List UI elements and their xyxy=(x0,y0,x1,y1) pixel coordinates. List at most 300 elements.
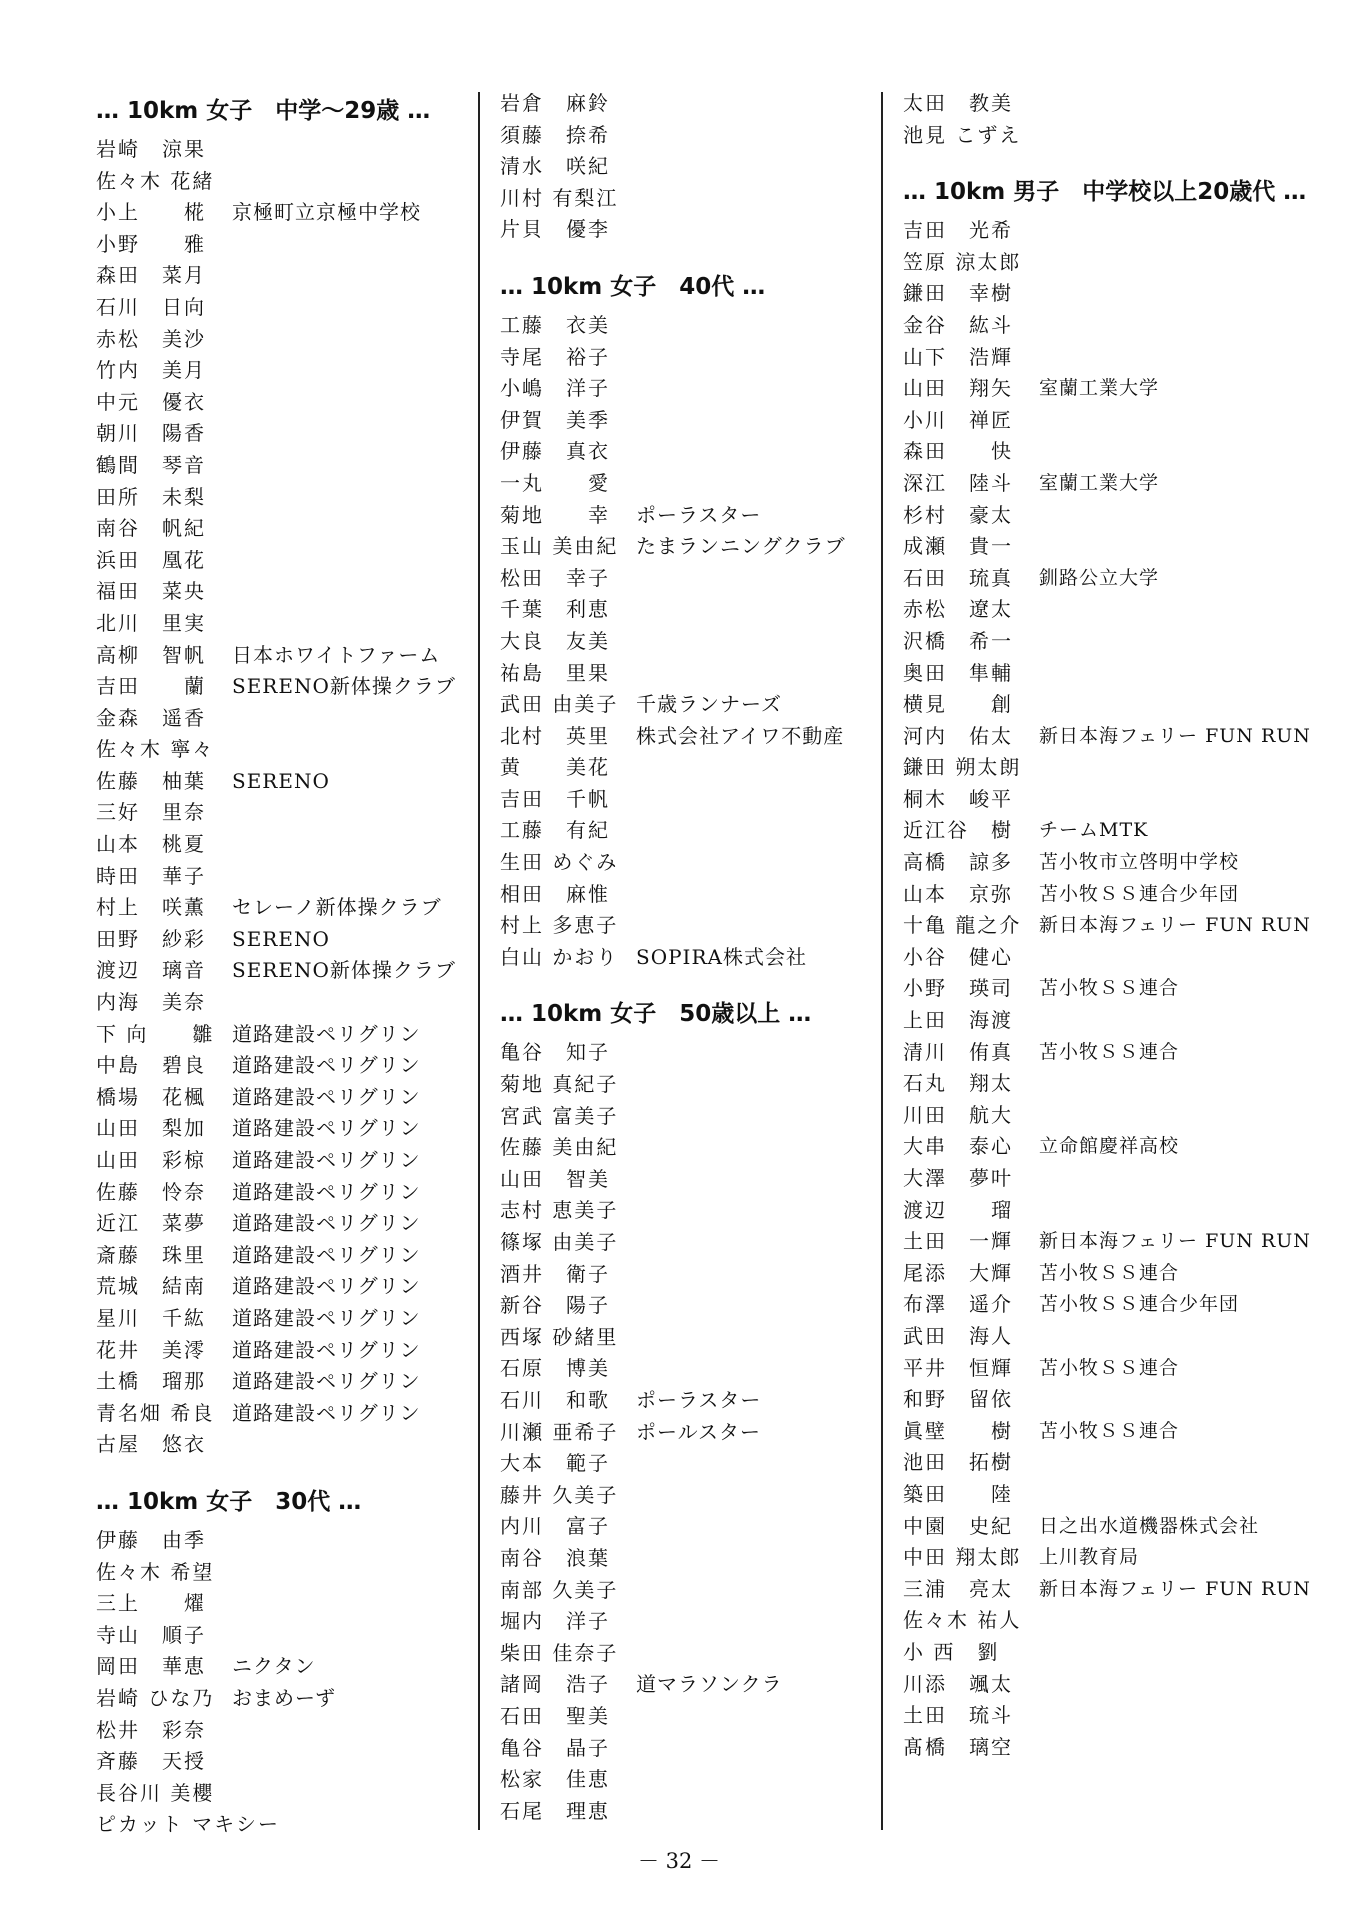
runner-name: 斎藤 珠里 xyxy=(96,1242,206,1267)
result-row xyxy=(96,892,476,924)
result-row xyxy=(903,247,1303,279)
runner-name: 岩倉 麻鈴 xyxy=(500,91,610,115)
runner-name: 中元 優衣 xyxy=(96,389,206,414)
result-row xyxy=(903,1100,1303,1132)
result-row xyxy=(96,355,476,387)
team-name: 道路建設ペリグリン xyxy=(232,1274,421,1299)
runner-name: 金谷 紘斗 xyxy=(903,312,1013,337)
result-row xyxy=(96,924,476,956)
result-row xyxy=(500,1733,880,1765)
result-row xyxy=(903,1511,1303,1543)
result-row xyxy=(903,1289,1303,1321)
team-name: 室蘭工業大学 xyxy=(1039,377,1160,400)
team-name: 株式会社アイワ不動産 xyxy=(636,723,845,748)
runner-name: 川瀬 亜希子 xyxy=(500,1419,619,1444)
result-row xyxy=(96,292,476,324)
section-heading: … 10km 女子 30代 … xyxy=(96,1488,362,1515)
runner-name: 諸岡 浩子 xyxy=(500,1672,610,1697)
result-row xyxy=(903,689,1303,721)
runner-name: 吉田 光希 xyxy=(903,218,1013,243)
runner-name: 深江 陸斗 xyxy=(903,470,1013,495)
runner-name: 寺尾 裕子 xyxy=(500,344,610,369)
runner-name: 奥田 隼輔 xyxy=(903,660,1013,685)
team-name: 釧路公立大学 xyxy=(1039,566,1160,589)
team-name: ポーラスター xyxy=(636,502,762,527)
result-row xyxy=(903,1037,1303,1069)
runner-name: 和野 留依 xyxy=(903,1387,1013,1412)
runner-name: 内川 富子 xyxy=(500,1514,610,1539)
result-row xyxy=(500,1701,880,1733)
result-row xyxy=(96,1746,476,1778)
result-row xyxy=(96,1145,476,1177)
runner-name: 池田 拓樹 xyxy=(903,1450,1013,1475)
runner-name: 下 向 雛 xyxy=(96,1021,215,1046)
result-row xyxy=(96,955,476,987)
result-row xyxy=(903,563,1303,595)
runner-name: 柴田 佳奈子 xyxy=(500,1640,619,1665)
runner-name: 星川 千紘 xyxy=(96,1305,206,1330)
result-row xyxy=(903,88,1303,120)
result-row xyxy=(96,734,476,766)
team-name: 新日本海フェリー FUN RUN xyxy=(1039,1577,1311,1600)
result-row xyxy=(96,608,476,640)
runner-name: 田所 未梨 xyxy=(96,484,206,509)
result-row xyxy=(96,1208,476,1240)
section-heading: … 10km 女子 50歳以上 … xyxy=(500,1001,812,1028)
column-2 xyxy=(500,88,880,1827)
result-row xyxy=(903,1321,1303,1353)
column-divider xyxy=(881,92,883,1830)
runner-name: 山田 梨加 xyxy=(96,1116,206,1141)
runner-name: 鎌田 朔太朗 xyxy=(903,755,1022,780)
result-row xyxy=(96,1335,476,1367)
column-1 xyxy=(96,88,476,1841)
team-name: 道路建設ペリグリン xyxy=(232,1305,421,1330)
team-name: 京極町立京極中学校 xyxy=(232,200,421,225)
runner-name: 佐々木 寧々 xyxy=(96,737,215,762)
team-name: 道路建設ペリグリン xyxy=(232,1148,421,1172)
runner-name: 新谷 陽子 xyxy=(500,1293,610,1318)
runner-name: 伊藤 由季 xyxy=(96,1527,206,1552)
result-row xyxy=(96,1778,476,1810)
team-name: 道路建設ペリグリン xyxy=(232,1053,421,1078)
result-row xyxy=(96,513,476,545)
runner-name: 鎌田 幸樹 xyxy=(903,281,1013,306)
result-row xyxy=(903,1384,1303,1416)
runner-name: 近江谷 樹 xyxy=(903,818,1013,843)
result-row xyxy=(500,1511,880,1543)
runner-name: 太田 教美 xyxy=(903,91,1013,115)
runner-name: 寺山 順子 xyxy=(96,1622,206,1647)
runner-name: 布澤 遥介 xyxy=(903,1292,1013,1317)
runner-name: 南谷 浪葉 xyxy=(500,1545,610,1570)
result-row xyxy=(96,134,476,166)
runner-name: 吉田 蘭 xyxy=(96,674,206,699)
result-row xyxy=(500,784,880,816)
result-row xyxy=(903,721,1311,753)
result-row xyxy=(903,879,1303,911)
runner-name: 篠塚 由美子 xyxy=(500,1230,619,1254)
runner-name: 高橋 諒多 xyxy=(903,850,1013,875)
runner-name: 荒城 結南 xyxy=(96,1274,206,1299)
runner-name: 時田 華子 xyxy=(96,863,206,888)
runner-name: 竹内 美月 xyxy=(96,358,206,383)
result-row xyxy=(96,260,476,292)
result-row xyxy=(500,1132,880,1164)
runner-name: 松田 幸子 xyxy=(500,565,610,590)
runner-name: 成瀬 貴一 xyxy=(903,534,1013,559)
result-row xyxy=(903,1542,1303,1574)
runner-name: 南谷 帆紀 xyxy=(96,516,206,541)
runner-name: 北村 英里 xyxy=(500,723,610,748)
result-row xyxy=(500,626,880,658)
runner-name: 工藤 衣美 xyxy=(500,312,610,337)
runner-name: 築田 陸 xyxy=(903,1481,1013,1506)
runner-name: 千葉 利恵 xyxy=(500,597,610,622)
runner-name: 小野 瑛司 xyxy=(903,976,1013,1001)
team-name: SOPIRA株式会社 xyxy=(636,944,807,969)
runner-name: 浜田 凰花 xyxy=(96,547,206,572)
result-row xyxy=(500,342,880,374)
result-row xyxy=(96,545,476,577)
runner-name: 高柳 智帆 xyxy=(96,642,206,667)
column-3 xyxy=(903,88,1311,1763)
runner-name: 佐藤 怜奈 xyxy=(96,1179,206,1204)
team-name: 苫小牧ＳＳ連合少年団 xyxy=(1039,882,1240,905)
result-row xyxy=(903,1605,1303,1637)
result-row xyxy=(500,531,880,563)
result-row xyxy=(96,1303,476,1335)
result-row xyxy=(500,594,880,626)
team-name: ポーラスター xyxy=(636,1387,762,1412)
runner-name: 中田 翔太郎 xyxy=(903,1545,1022,1570)
runner-name: 石田 琉真 xyxy=(903,565,1013,590)
result-row xyxy=(903,1637,1303,1669)
runner-name: 菊地 真紀子 xyxy=(500,1072,619,1097)
team-name: 室蘭工業大学 xyxy=(1039,471,1160,494)
result-row xyxy=(903,784,1303,816)
result-row xyxy=(903,468,1303,500)
result-row xyxy=(903,1700,1303,1732)
team-name: 道路建設ペリグリン xyxy=(232,1242,421,1267)
result-row xyxy=(96,1525,476,1557)
runner-name: 藤井 久美子 xyxy=(500,1482,619,1507)
runner-name: 土橋 瑠那 xyxy=(96,1369,206,1394)
result-row xyxy=(96,197,476,229)
runner-name: 小上 椛 xyxy=(96,200,206,225)
runner-name: 武田 海人 xyxy=(903,1323,1013,1348)
result-row xyxy=(903,1416,1303,1448)
result-row xyxy=(500,563,880,595)
result-row xyxy=(903,500,1303,532)
result-row xyxy=(96,482,476,514)
team-name: 新日本海フェリー FUN RUN xyxy=(1039,724,1311,747)
runner-name: 山田 智美 xyxy=(500,1166,610,1191)
team-name: 苫小牧ＳＳ連合 xyxy=(1039,1419,1180,1442)
result-row xyxy=(96,418,476,450)
runner-name: 亀谷 知子 xyxy=(500,1040,610,1065)
result-row xyxy=(903,1669,1303,1701)
runner-name: 上田 海渡 xyxy=(903,1008,1013,1033)
team-name: 道路建設ペリグリン xyxy=(232,1084,421,1109)
result-row xyxy=(96,387,476,419)
result-row xyxy=(96,1809,476,1841)
result-row xyxy=(500,1164,880,1196)
team-name: ポールスター xyxy=(636,1419,761,1444)
runner-name: 佐々木 希望 xyxy=(96,1559,215,1584)
runner-name: 小 西 劉 xyxy=(903,1639,1000,1664)
result-row xyxy=(500,183,880,215)
team-name: 日之出水道機器株式会社 xyxy=(1039,1514,1260,1537)
result-row xyxy=(96,1620,476,1652)
runner-name: 大澤 夢叶 xyxy=(903,1166,1013,1190)
page-number: － 32 － xyxy=(637,1849,721,1873)
result-row xyxy=(500,1195,880,1227)
result-row xyxy=(500,1448,880,1480)
runner-name: 伊藤 真衣 xyxy=(500,439,610,464)
runner-name: 北川 里実 xyxy=(96,610,206,635)
runner-name: 西塚 砂緒里 xyxy=(500,1324,619,1349)
result-row xyxy=(500,658,880,690)
runner-name: 石丸 翔太 xyxy=(903,1071,1013,1096)
result-row xyxy=(500,88,880,120)
runner-name: 鶴間 琴音 xyxy=(96,452,206,477)
result-row xyxy=(96,1177,476,1209)
runner-name: 中園 史紀 xyxy=(903,1513,1013,1538)
runner-name: 土田 一輝 xyxy=(903,1229,1013,1254)
team-name: SERENO xyxy=(232,768,330,793)
team-name: 苫小牧市立啓明中学校 xyxy=(1039,851,1240,874)
result-row xyxy=(500,1353,880,1385)
result-row xyxy=(96,1715,476,1747)
runner-name: 村上 多恵子 xyxy=(500,913,619,938)
result-row xyxy=(500,942,880,974)
team-name: 苫小牧ＳＳ連合少年団 xyxy=(1039,1293,1240,1316)
runner-name: 赤松 美沙 xyxy=(96,326,206,351)
result-row xyxy=(903,373,1303,405)
runner-name: 酒井 衛子 xyxy=(500,1261,610,1286)
result-row xyxy=(96,861,476,893)
result-row xyxy=(96,324,476,356)
runner-name: 青名畑 希良 xyxy=(96,1400,215,1425)
runner-name: 田野 紗彩 xyxy=(96,926,206,951)
team-name: 道路建設ペリグリン xyxy=(232,1211,421,1236)
runner-name: 菊地 幸 xyxy=(500,502,610,527)
result-row xyxy=(96,671,476,703)
team-name: SERENO新体操クラブ xyxy=(232,958,456,983)
runner-name: 橋場 花楓 xyxy=(96,1084,206,1109)
runner-name: 堀内 洋子 xyxy=(500,1609,610,1634)
team-name: SERENO新体操クラブ xyxy=(232,674,456,699)
result-row xyxy=(96,1557,476,1589)
result-row xyxy=(96,1050,476,1082)
runner-name: 大串 泰心 xyxy=(903,1134,1013,1159)
team-name: 道路建設ペリグリン xyxy=(232,1400,421,1425)
result-row xyxy=(96,1651,476,1683)
result-row xyxy=(96,1240,476,1272)
result-row xyxy=(903,1574,1311,1606)
result-row xyxy=(96,829,476,861)
runner-name: 川田 航大 xyxy=(903,1102,1013,1127)
result-row xyxy=(903,531,1303,563)
runner-name: 石田 聖美 xyxy=(500,1703,610,1728)
result-row xyxy=(500,373,880,405)
runner-name: 玉山 美由紀 xyxy=(500,534,619,559)
runner-name: 亀谷 晶子 xyxy=(500,1735,610,1760)
result-row xyxy=(903,342,1303,374)
result-row xyxy=(500,910,880,942)
result-row xyxy=(903,120,1303,152)
runner-name: 佐々木 花緒 xyxy=(96,168,215,193)
runner-name: 佐々木 祐人 xyxy=(903,1608,1022,1633)
runner-name: 松井 彩奈 xyxy=(96,1717,206,1742)
team-name: 上川教育局 xyxy=(1039,1546,1140,1569)
result-row xyxy=(500,1796,880,1828)
runner-name: 近江 菜夢 xyxy=(96,1211,206,1236)
runner-name: 池見 こずえ xyxy=(903,122,1022,147)
result-row xyxy=(500,1669,880,1701)
runner-name: 吉田 千帆 xyxy=(500,786,610,811)
result-row xyxy=(500,120,880,152)
result-row xyxy=(903,1447,1303,1479)
result-row xyxy=(96,166,476,198)
result-row xyxy=(500,1575,880,1607)
team-name: 苫小牧ＳＳ連合 xyxy=(1039,1356,1180,1379)
section-heading: … 10km 男子 中学校以上20歳代 … xyxy=(903,179,1307,206)
runner-name: 相田 麻惟 xyxy=(500,881,610,906)
result-row xyxy=(96,1366,476,1398)
result-row xyxy=(903,436,1303,468)
runner-name: 武田 由美子 xyxy=(500,692,619,717)
runner-name: 河内 佑太 xyxy=(903,723,1013,748)
runner-name: 古屋 悠衣 xyxy=(96,1432,206,1457)
result-row xyxy=(500,151,880,183)
runner-name: 眞壁 樹 xyxy=(903,1418,1013,1443)
runner-name: 白山 かおり xyxy=(500,944,619,969)
runner-name: 渡辺 瑠 xyxy=(903,1197,1013,1222)
runner-name: ピカット マキシー xyxy=(96,1812,280,1837)
runner-name: 中島 碧良 xyxy=(96,1053,206,1078)
result-row xyxy=(500,721,880,753)
result-row xyxy=(96,1113,476,1145)
runner-name: 桐木 峻平 xyxy=(903,786,1013,811)
result-row xyxy=(96,766,476,798)
result-row xyxy=(903,1479,1303,1511)
runner-name: 石原 博美 xyxy=(500,1356,610,1381)
runner-name: 岡田 華恵 xyxy=(96,1654,206,1679)
result-row xyxy=(500,752,880,784)
result-row xyxy=(903,1005,1303,1037)
team-name: SERENO xyxy=(232,926,330,951)
result-row xyxy=(500,436,880,468)
result-row xyxy=(96,987,476,1019)
team-name: セレーノ新体操クラブ xyxy=(232,895,442,920)
result-row xyxy=(903,1068,1303,1100)
runner-name: 山田 翔矢 xyxy=(903,376,1013,401)
runner-name: 三好 里奈 xyxy=(96,800,206,825)
team-name: 道路建設ペリグリン xyxy=(232,1116,421,1141)
runner-name: 石川 日向 xyxy=(96,294,206,319)
result-row xyxy=(903,815,1303,847)
result-row xyxy=(500,879,880,911)
runner-name: 佐藤 柚葉 xyxy=(96,768,206,793)
result-row xyxy=(96,576,476,608)
runner-name: 杉村 豪太 xyxy=(903,502,1013,527)
section-heading: … 10km 女子 40代 … xyxy=(500,273,766,300)
result-row xyxy=(903,405,1303,437)
result-row xyxy=(500,214,880,246)
result-row xyxy=(500,1037,880,1069)
runner-name: 一丸 愛 xyxy=(500,470,610,495)
team-name: 道路建設ペリグリン xyxy=(232,1179,421,1204)
result-row xyxy=(500,689,880,721)
runner-name: 川添 颯太 xyxy=(903,1671,1013,1696)
result-row xyxy=(96,703,476,735)
team-name: 日本ホワイトファーム xyxy=(232,642,441,667)
result-row xyxy=(903,973,1303,1005)
runner-name: 渡辺 璃音 xyxy=(96,958,206,983)
runner-name: 川村 有梨江 xyxy=(500,185,619,210)
runner-name: 伊賀 美季 xyxy=(500,407,610,432)
result-row xyxy=(903,1732,1303,1764)
result-row xyxy=(903,626,1303,658)
runner-name: 清水 咲紀 xyxy=(500,154,610,179)
runner-name: 小谷 健心 xyxy=(903,944,1013,969)
runner-name: 石尾 理恵 xyxy=(500,1798,610,1823)
team-name: 苫小牧ＳＳ連合 xyxy=(1039,1040,1180,1063)
runner-name: 岩崎 涼果 xyxy=(96,137,206,161)
result-row xyxy=(903,1195,1303,1227)
runner-name: 内海 美奈 xyxy=(96,990,206,1015)
runner-name: 大良 友美 xyxy=(500,628,610,653)
runner-name: 大本 範子 xyxy=(500,1451,610,1476)
result-row xyxy=(96,1683,476,1715)
result-row xyxy=(500,1259,880,1291)
result-row xyxy=(500,1480,880,1512)
result-row xyxy=(903,910,1311,942)
result-row xyxy=(500,500,880,532)
result-row xyxy=(500,1606,880,1638)
result-row xyxy=(903,1163,1303,1195)
team-name: 道路建設ペリグリン xyxy=(232,1021,421,1046)
result-row xyxy=(500,1069,880,1101)
result-row xyxy=(500,1764,880,1796)
team-name: 立命館慶祥高校 xyxy=(1039,1135,1180,1158)
runner-name: 金森 遥香 xyxy=(96,705,206,730)
runner-name: 尾添 大輝 xyxy=(903,1260,1013,1285)
result-row xyxy=(500,847,880,879)
result-row xyxy=(500,1101,880,1133)
runner-name: 佐藤 美由紀 xyxy=(500,1135,619,1160)
runner-name: 小野 雅 xyxy=(96,231,206,256)
result-row xyxy=(500,1290,880,1322)
team-name: 新日本海フェリー FUN RUN xyxy=(1039,914,1311,937)
runner-name: 生田 めぐみ xyxy=(500,850,619,875)
result-row xyxy=(96,1271,476,1303)
runner-name: 須藤 捺希 xyxy=(500,122,610,147)
result-row xyxy=(500,1322,880,1354)
runner-name: 村上 咲薫 xyxy=(96,895,206,920)
result-row xyxy=(96,797,476,829)
runner-name: 黄 美花 xyxy=(500,755,610,780)
runner-name: 斉藤 天授 xyxy=(96,1749,206,1774)
result-row xyxy=(903,1131,1303,1163)
runner-name: 長谷川 美櫻 xyxy=(96,1780,215,1805)
result-row xyxy=(500,1543,880,1575)
result-row xyxy=(500,310,880,342)
column-divider xyxy=(478,92,480,1830)
result-row xyxy=(96,1429,476,1461)
